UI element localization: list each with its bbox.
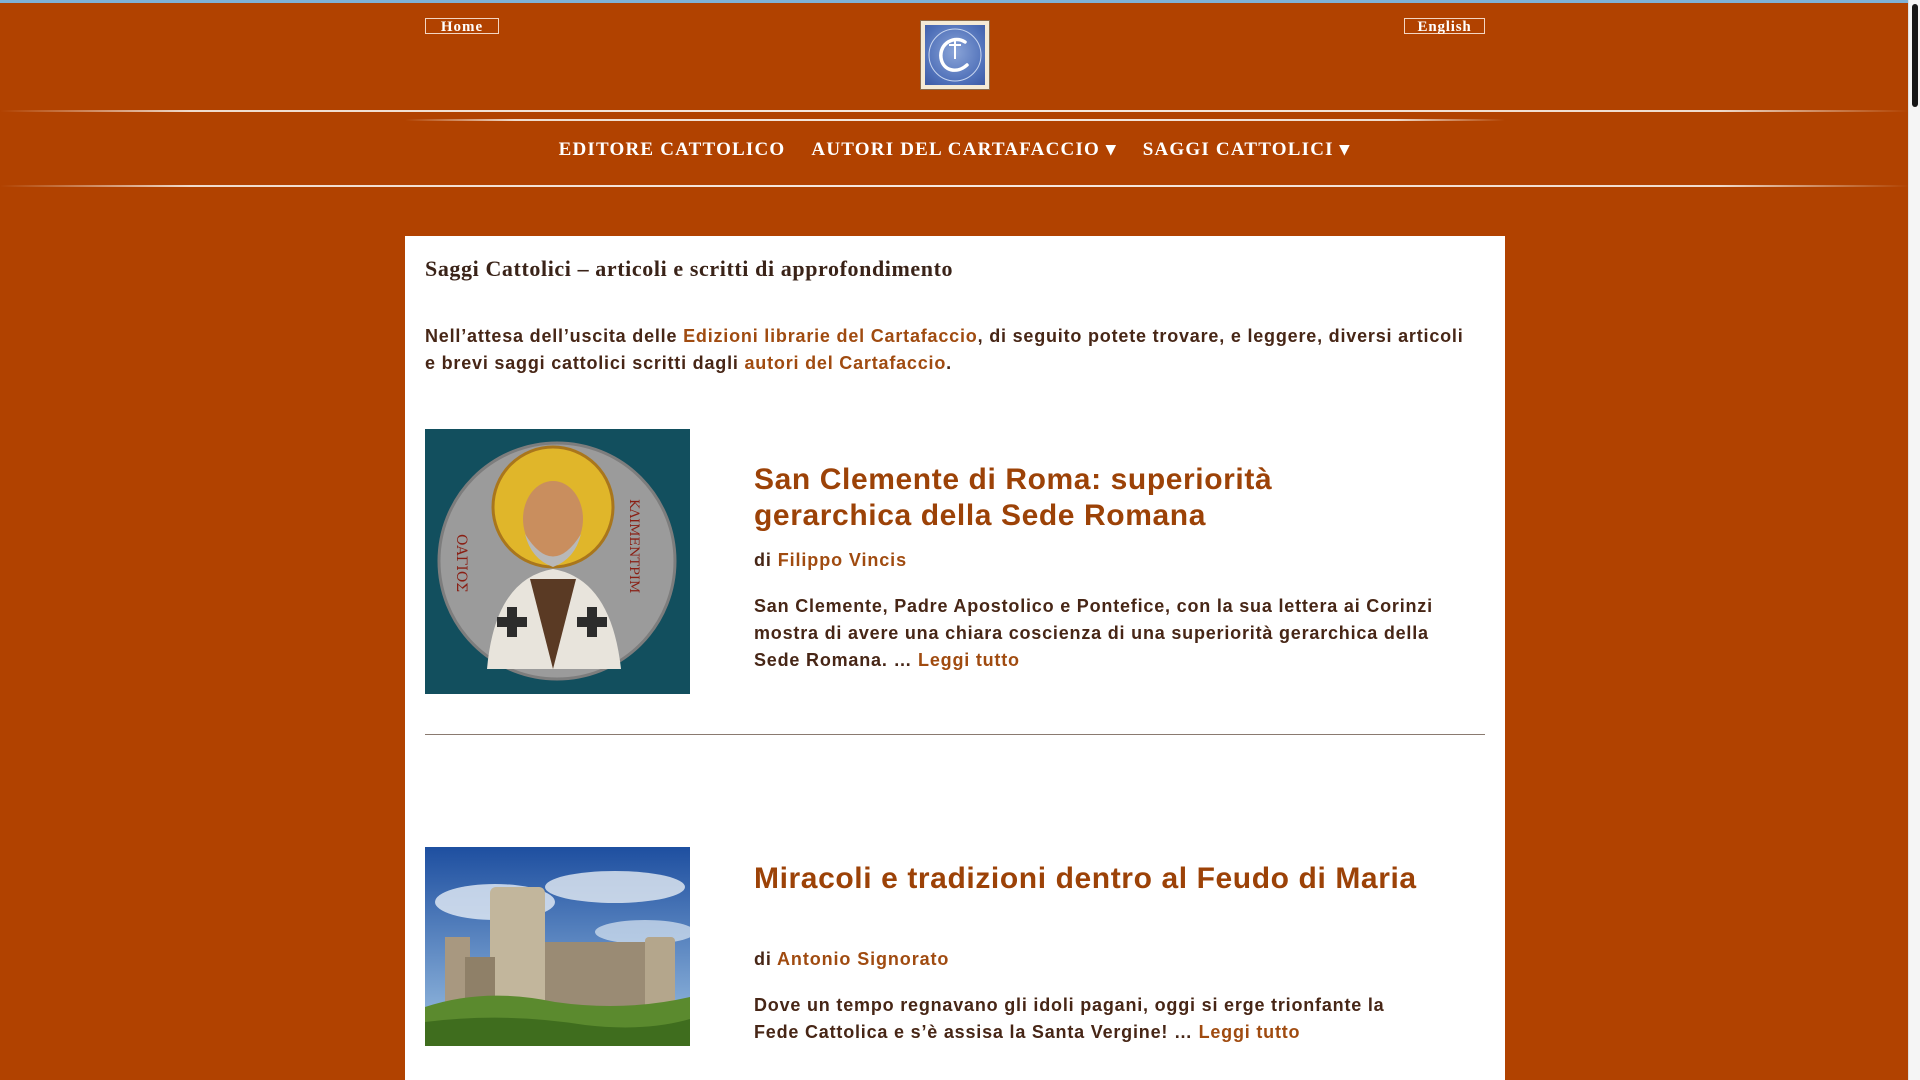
article-1-by-prefix: di [754,550,772,570]
article-1-image-caption-left: ΟΑΓΙΟΣ [453,534,469,593]
article-1-excerpt-text: San Clemente, Padre Apostolico e Pontefice, con la sua lettera ai Corinzi mostra di avere una chiara coscienza di una superiorità gerarchica della Sede Romana. … [754,596,1433,670]
nav-divider-lower [0,185,1909,187]
article-1-author-link[interactable]: Filippo Vincis [777,550,907,570]
article-2-by-prefix: di [754,949,772,969]
header-divider-top [0,110,1909,112]
intro-text-3: . [946,353,952,373]
intro-paragraph [425,323,1465,377]
article-2-author-link[interactable]: Antonio Signorato [777,949,950,969]
edizioni-librarie-link[interactable]: Edizioni librarie del Cartafaccio [683,326,978,346]
intro-text-2: , di seguito potete trovare, e leggere, diversi articoli e brevi saggi cattolici scritti dagli [425,326,1464,373]
article-2-excerpt-text: Dove un tempo regnavano gli idoli pagani, oggi si erge trionfante la Fede Cattolica e s’è assisa la Santa Vergine! … [754,995,1385,1042]
logo-c-icon [925,25,985,85]
page-scrollbar[interactable] [1908,0,1920,1080]
top-accent-line [0,0,1909,3]
nav-divider-upper [405,119,1505,121]
scrollbar-thumb[interactable] [1912,4,1918,107]
article-1-byline [754,550,907,571]
article-2-excerpt [754,992,1434,1046]
intro-text-1: Nell’attesa dell’uscita delle [425,326,684,346]
article-separator [425,734,1485,735]
article-1-read-more-link[interactable]: Leggi tutto [918,650,1020,670]
english-language-button[interactable]: English [1404,18,1485,34]
article-2-byline [754,949,949,970]
main-navigation [0,138,1909,161]
article-1-image-caption-right: ΚΛΙΜΕΝΤΡΙΜ [626,499,641,594]
article-1-title[interactable]: San Clemente di Roma: superiorità gerarchica della Sede Romana [754,463,1273,532]
article-1-excerpt [754,593,1434,674]
article-2-title[interactable]: Miracoli e tradizioni dentro al Feudo di Maria [754,862,1417,895]
logo-emblem [925,25,985,85]
nav-editore-cattolico[interactable]: EDITORE CATTOLICO [558,139,786,160]
content-panel [405,236,1505,1080]
page-title: Saggi Cattolici – articoli e scritti di approfondimento [425,256,954,281]
autori-link[interactable]: autori del Cartafaccio [744,353,947,373]
home-button[interactable]: Home [425,18,499,34]
nav-saggi-cattolici[interactable]: SAGGI CATTOLICI ▾ [1142,139,1351,160]
article-2-read-more-link[interactable]: Leggi tutto [1198,1022,1301,1042]
article-2-image[interactable] [425,847,690,1046]
article-1-image[interactable] [425,429,690,694]
nav-autori-del-cartafaccio[interactable]: AUTORI DEL CARTAFACCIO ▾ [811,139,1117,160]
site-logo[interactable] [920,20,990,90]
